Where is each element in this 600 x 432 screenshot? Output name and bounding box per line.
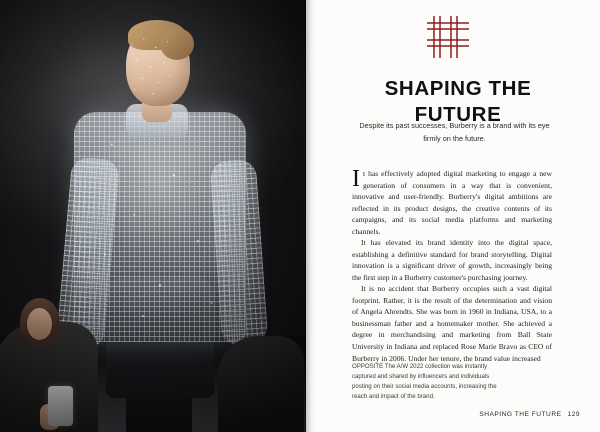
- body-copy: [352, 168, 552, 364]
- photo-caption: OPPOSITE The A/W 2022 collection was instantly captured and shared by influencers and individuals posting on their social media accounts, increasing the reach and impact of the brand.: [352, 363, 497, 400]
- burberry-check-motif-icon: [425, 14, 471, 60]
- body-paragraph-3: It is no accident that Burberry occupies such a vast digital footprint. Rather, it is the result of the determination and vision of Angela Ahrendts. She was born in 1960 in Indiana, USA, to a businessman father and a homemaker mother. She achieved a degree in merchandising and marketing from Ball State University in Indiana and replaced Rose Marie Bravo as CEO of Burberry in 2006. Under her tenure, the brand value increased: [352, 284, 552, 363]
- page-title: SHAPING THE FUTURE: [384, 76, 532, 126]
- page-number: 129: [567, 411, 580, 418]
- audience-figure-right: [218, 336, 304, 432]
- body-paragraph-2: It has elevated its brand identity into the digital space, establishing a definitive standard for brand storytelling. Digital innovation is a significant driver of growth, increasingly being the first step in a Burberry customer's purchasing journey.: [352, 238, 552, 282]
- face-crystals: [124, 32, 190, 102]
- body-paragraph-1-text: t has effectively adopted digital marketing to engage a new generation of consumers in a way that is convenient, innovative and user-friendly. Burberry's digital ambitions are reflected in its product designs, the creative contents of its campaigns, and its social media platforms and marketing channels.: [352, 169, 552, 236]
- drop-cap: I: [352, 166, 360, 192]
- text-page: [306, 0, 600, 432]
- audience-figure-foreground: [0, 282, 102, 432]
- gutter-shadow: [306, 0, 316, 432]
- smartphone-icon: [48, 386, 73, 426]
- footer-chapter-title: SHAPING THE FUTURE: [479, 411, 562, 418]
- footer-folio: [479, 411, 580, 418]
- standfirst-text: Despite its past successes, Burberry is a brand with its eye firmly on the future.: [359, 121, 550, 143]
- body-paragraph-1: [352, 168, 552, 237]
- audience-face: [27, 308, 52, 340]
